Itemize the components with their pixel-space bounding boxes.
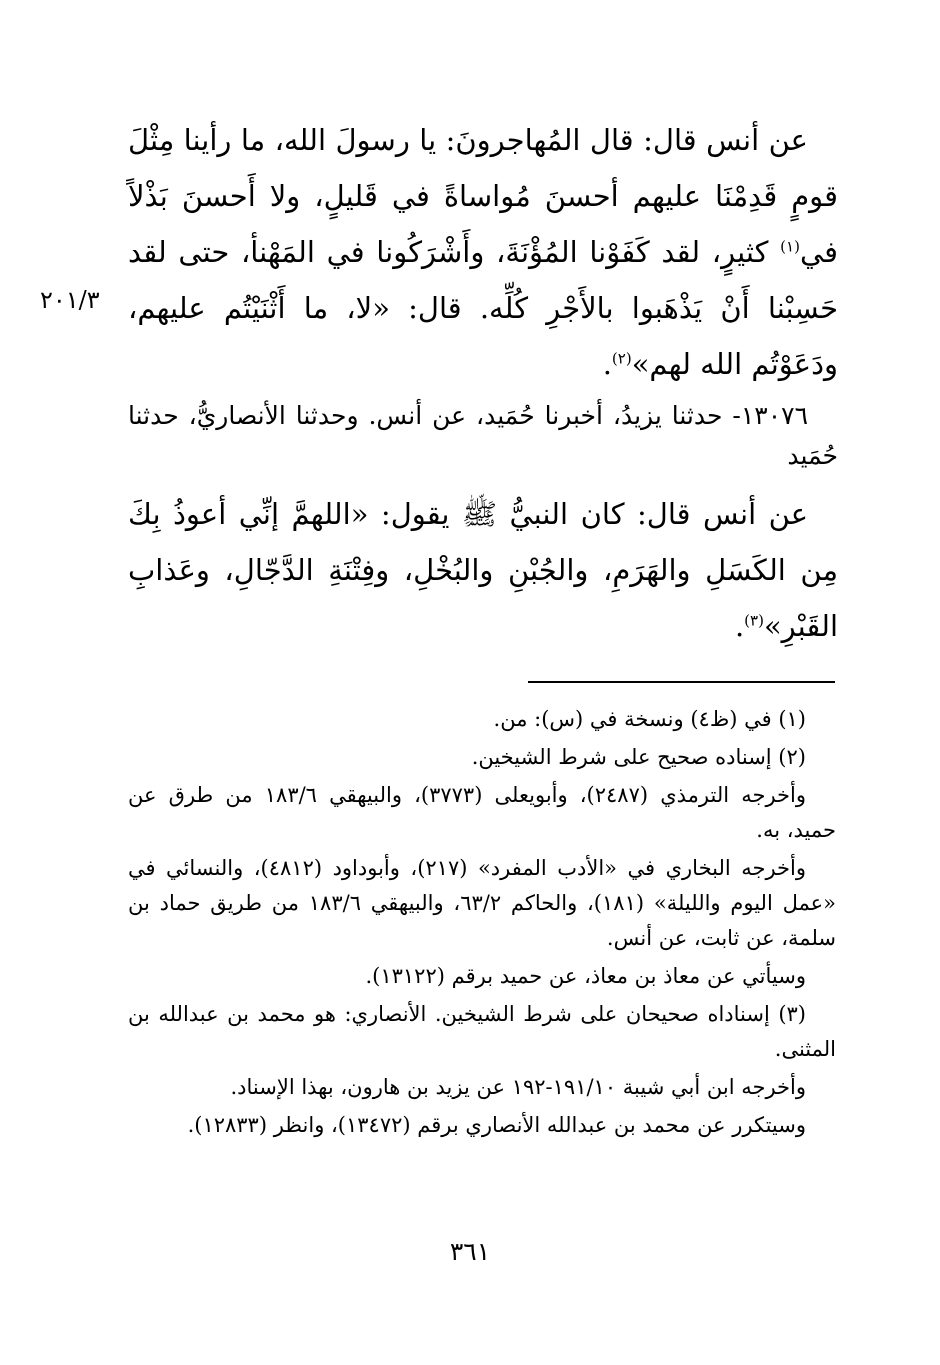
- page-number: ٣٦١: [449, 1237, 491, 1266]
- footnotes: [128, 702, 836, 1146]
- hadith-number-heading: ١٣٠٧٦- حدثنا يزيدُ، أخبرنا حُمَيد، عن أنس. وحدثنا الأنصاريُّ، حدثنا حُمَيد: [128, 401, 838, 470]
- footnote-separator: [528, 681, 835, 683]
- footnote-marker-2: (٢): [611, 349, 632, 368]
- footnote-line: وأخرجه البخاري في «الأدب المفرد» (٢١٧)، وأبوداود (٤٨١٢)، والنسائي في «عمل اليوم والليلة» (١٨١)، والحاكم ٦٣/٢، والبيهقي ١٨٣/٦ من طريق حماد بن سلمة، عن ثابت، عن أنس.: [128, 856, 837, 950]
- hadith-2-end: .: [734, 609, 745, 643]
- margin-volume-reference: ٢٠١/٣: [40, 286, 100, 314]
- hadith-paragraph-2: [128, 486, 838, 654]
- hadith-1-end: .: [602, 347, 612, 381]
- footnote-marker-3: (٣): [744, 611, 764, 630]
- footnote-line: وسيتكرر عن محمد بن عبدالله الأنصاري برقم (١٣٤٧٢)، وانظر (١٢٨٣٣).: [187, 1113, 806, 1137]
- hadith-2-text: عن أنس قال: كان النبيُّ ﷺ يقول: «اللهمَّ إنِّي أعوذُ بِكَ مِن الكَسَلِ والهَرَمِ، والجُبْنِ والبُخْلِ، وفِتْنَةِ الدَّجّالِ، وعَذابِ القَبْرِ»: [128, 497, 838, 643]
- footnote-line: وأخرجه ابن أبي شيبة ١٩١/١٠-١٩٢ عن يزيد بن هارون، بهذا الإسناد.: [230, 1075, 806, 1099]
- hadith-1-text-b: كثيرٍ، لقد كَفَوْنا المُؤْنَةَ، وأَشْرَكُونا في المَهْنأ، حتى لقد حَسِبْنا أَنْ يَذْهَبوا بالأَجْرِ كُلِّه. قال: «لا، ما أَثْنَيْتُم عليهم، ودَعَوْتُم الله لهم»: [128, 235, 838, 381]
- footnote-marker-1: (١): [780, 237, 800, 256]
- hadith-paragraph-1: [128, 112, 838, 392]
- main-text: [128, 112, 838, 654]
- hadith-1-text-a: عن أنس قال: قال المُهاجرونَ: يا رسولَ الله، ما رأينا مِثْلَ قومٍ قَدِمْنَا عليهم أحسنَ مُواساةً في قَليلٍ، ولا أَحسنَ بَذْلاً في: [128, 123, 838, 269]
- footnote-line: (٣) إسناداه صحيحان على شرط الشيخين. الأنصاري: هو محمد بن عبدالله بن المثنى.: [128, 1002, 836, 1061]
- footnote-line: (١) في (ظ٤) ونسخة في (س): من.: [493, 707, 806, 731]
- footnote-line: (٢) إسناده صحيح على شرط الشيخين.: [471, 745, 806, 769]
- footnote-line: وأخرجه الترمذي (٢٤٨٧)، وأبويعلى (٣٧٧٣)، والبيهقي ١٨٣/٦ من طرق عن حميد، به.: [128, 783, 836, 842]
- footnote-line: وسيأتي عن معاذ بن معاذ، عن حميد برقم (١٣١٢٢).: [365, 964, 806, 988]
